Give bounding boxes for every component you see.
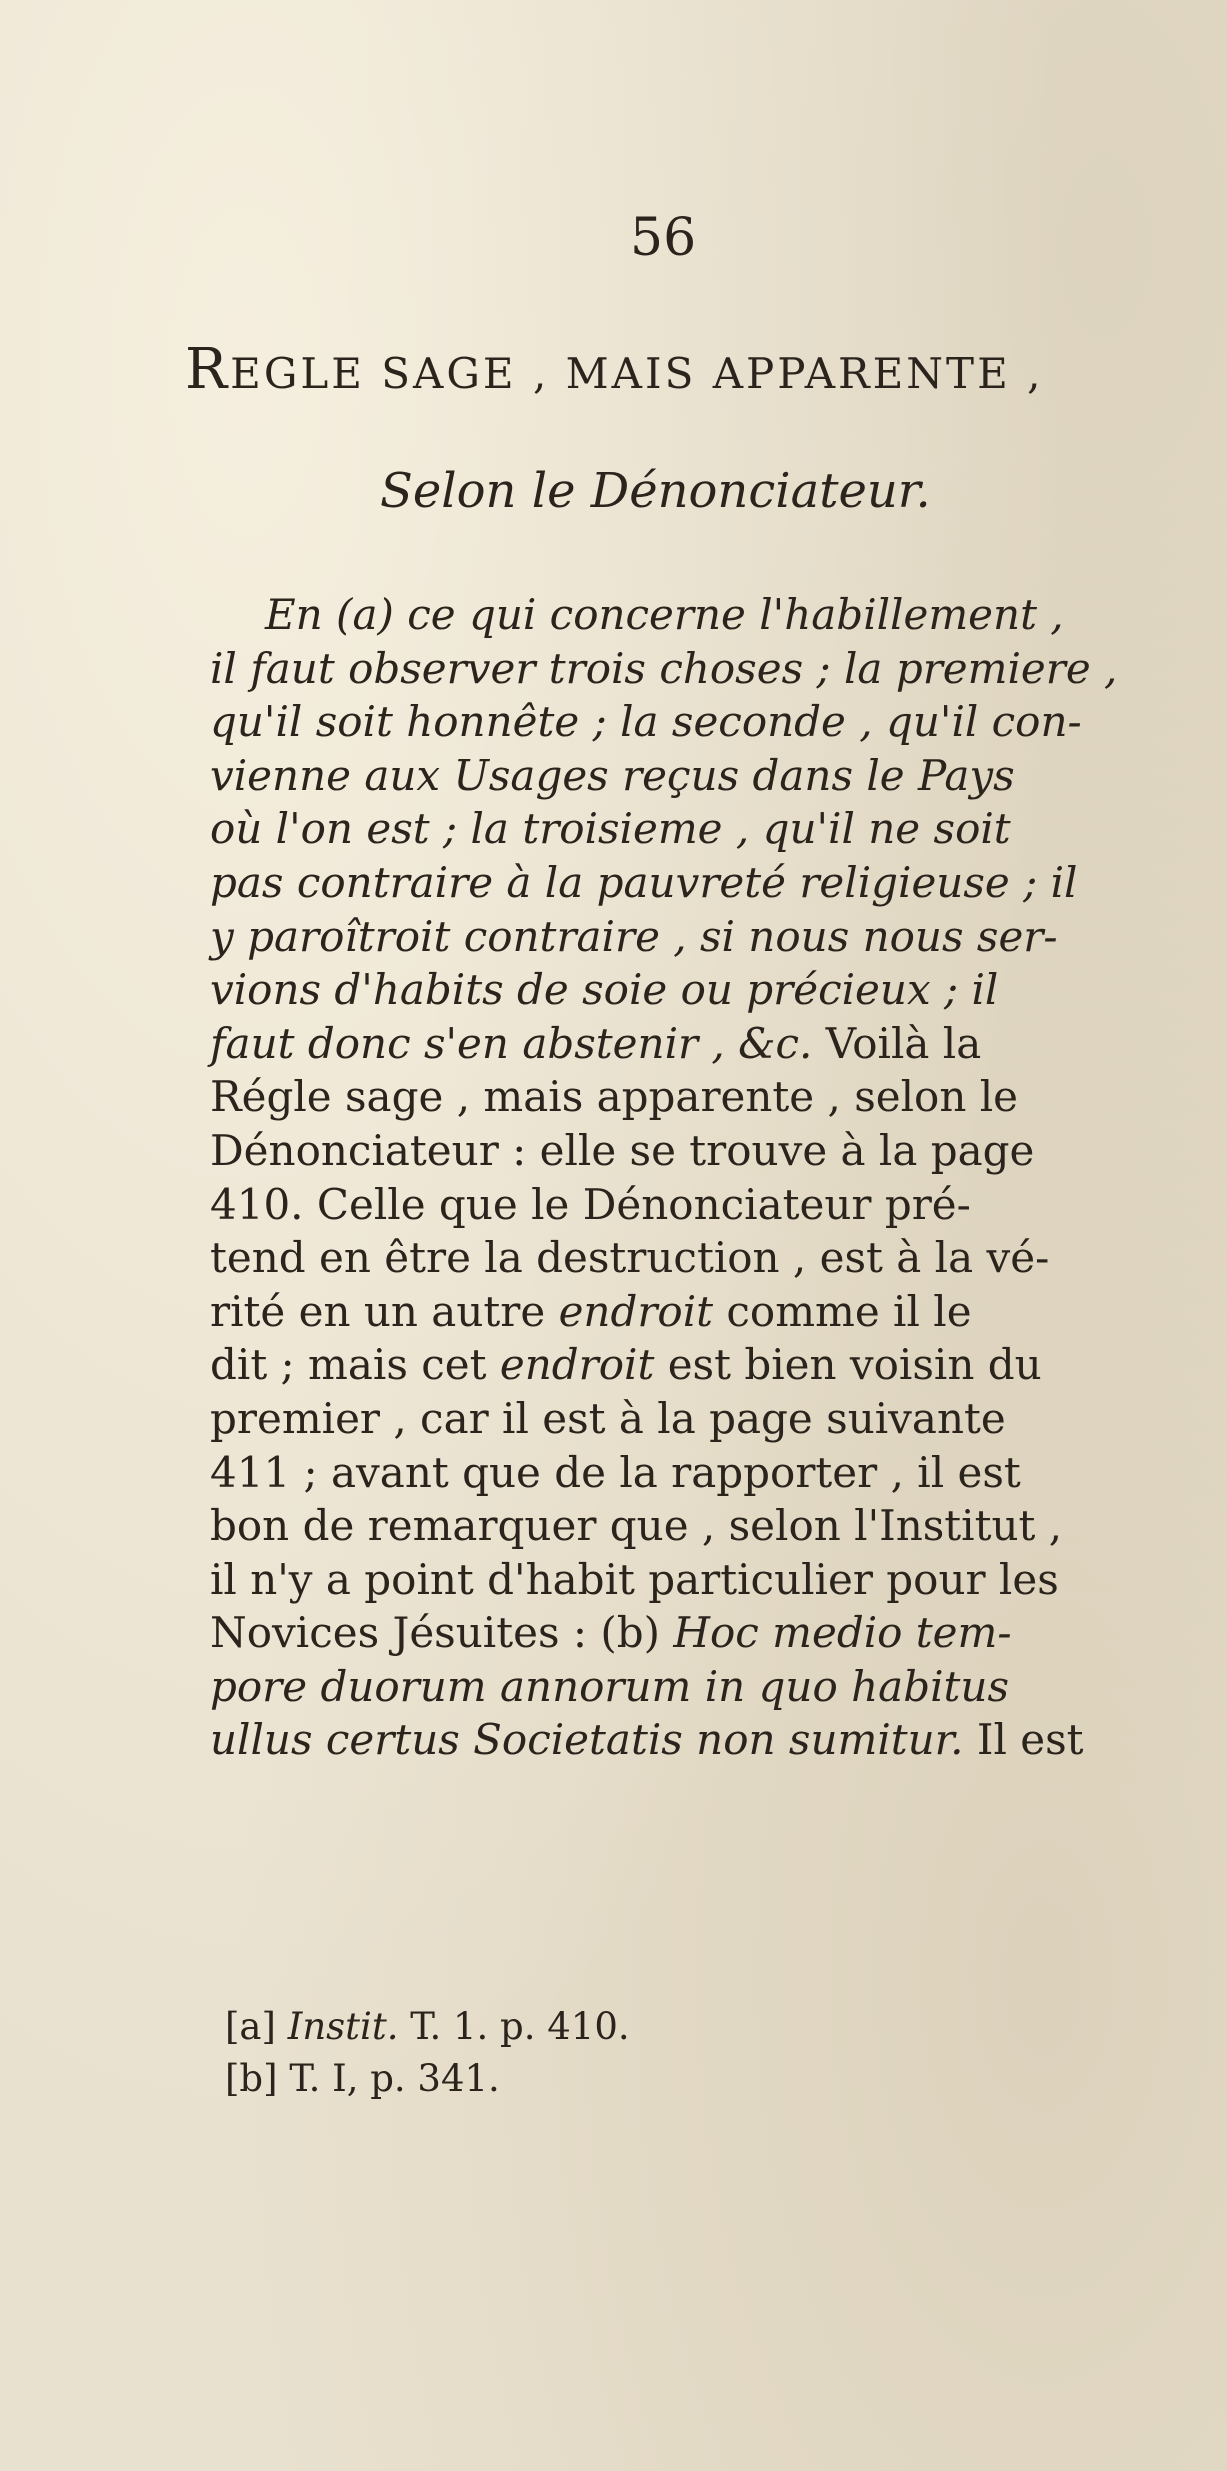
- text-line: vienne aux Usages reçus dans le Pays: [210, 750, 1015, 800]
- section-heading: [185, 337, 1044, 402]
- heading-rest: EGLE SAGE , MAIS APPARENTE ,: [230, 349, 1044, 398]
- text-line: y paroîtroit contraire , si nous nous ser-: [210, 911, 1058, 961]
- text-line: Régle sage , mais apparente , selon le: [210, 1072, 1019, 1122]
- text-line: qu'il soit honnête ; la seconde , qu'il con-: [210, 697, 1082, 747]
- text-span: Voilà la: [825, 1018, 982, 1068]
- text-span: dit ; mais cet: [210, 1340, 487, 1390]
- text-line: où l'on est ; la troisieme , qu'il ne soit: [210, 804, 1011, 854]
- footnote-marker: [b]: [225, 2057, 278, 2100]
- footnote-reference: T. I, p. 341.: [289, 2057, 500, 2100]
- heading-initial: R: [185, 337, 231, 402]
- body-text: [210, 588, 1160, 1767]
- text-span: endroit: [499, 1340, 655, 1390]
- text-span: rité en un autre: [210, 1286, 546, 1336]
- footnote-source: Instit.: [287, 2005, 399, 2048]
- section-subheading: Selon le Dénonciateur.: [380, 463, 931, 519]
- text-span: comme il le: [726, 1286, 972, 1336]
- footnote-reference: T. 1. p. 410.: [410, 2005, 630, 2048]
- text-line: [210, 1713, 1160, 1767]
- text-line: [210, 1606, 1160, 1660]
- text-line: Dénonciateur : elle se trouve à la page: [210, 1125, 1035, 1175]
- text-line: vions d'habits de soie ou précieux ; il: [210, 965, 999, 1015]
- text-line: pas contraire à la pauvreté religieuse ; il: [210, 857, 1078, 907]
- text-line: pore duorum annorum in quo habitus: [210, 1661, 1010, 1711]
- text-span: ullus certus Societatis non sumitur.: [210, 1715, 964, 1765]
- text-line: bon de remarquer que , selon l'Institut ,: [210, 1501, 1063, 1551]
- text-line: [210, 1285, 1160, 1339]
- text-line: il faut observer trois choses ; la premiere ,: [210, 643, 1118, 693]
- text-span: Hoc medio tem-: [673, 1608, 1012, 1658]
- text-line: 410. Celle que le Dénonciateur pré-: [210, 1179, 971, 1229]
- text-line: 411 ; avant que de la rapporter , il est: [210, 1447, 1021, 1497]
- text-line: [210, 1017, 1160, 1071]
- text-span: Novices Jésuites : (b): [210, 1608, 661, 1658]
- text-line: tend en être la destruction , est à la vé-: [210, 1233, 1050, 1283]
- page-number: 56: [630, 208, 697, 268]
- footnote-b: [225, 2053, 630, 2105]
- text-line: premier , car il est à la page suivante: [210, 1393, 1006, 1443]
- text-span: est bien voisin du: [667, 1340, 1042, 1390]
- footnote-a: [225, 2001, 630, 2053]
- footnote-marker: [a]: [225, 2005, 276, 2048]
- text-span: endroit: [558, 1286, 714, 1336]
- text-span: faut donc s'en abstenir , &c.: [210, 1018, 813, 1068]
- footnotes: [225, 2001, 630, 2105]
- text-line: [210, 1338, 1160, 1392]
- text-span: Il est: [976, 1715, 1084, 1765]
- text-line: il n'y a point d'habit particulier pour les: [210, 1554, 1059, 1604]
- text-line: En (a) ce qui concerne l'habillement ,: [265, 590, 1064, 639]
